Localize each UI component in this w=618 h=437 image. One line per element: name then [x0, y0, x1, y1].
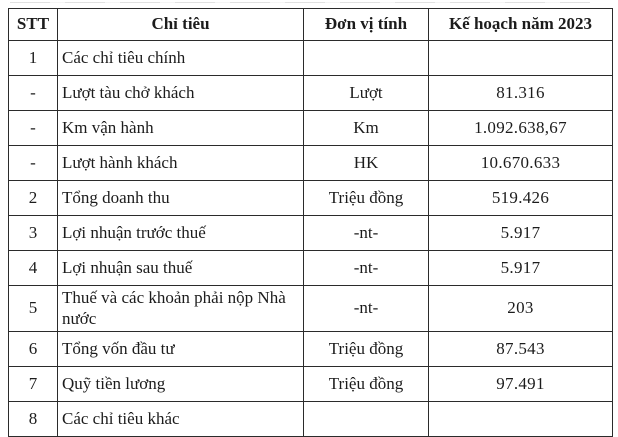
- cell-value: 5.917: [429, 251, 613, 286]
- header-cell-stt: STT: [9, 9, 58, 41]
- cell-name: Lợi nhuận trước thuế: [58, 216, 304, 251]
- cell-value: 81.316: [429, 76, 613, 111]
- cell-unit: [304, 41, 429, 76]
- cell-unit: HK: [304, 146, 429, 181]
- table-row: [9, 146, 613, 181]
- table-row: [9, 111, 613, 146]
- cell-name: Quỹ tiền lương: [58, 367, 304, 402]
- cell-name: Các chỉ tiêu chính: [58, 41, 304, 76]
- cell-stt: -: [9, 111, 58, 146]
- cell-value: 10.670.633: [429, 146, 613, 181]
- cell-value: 97.491: [429, 367, 613, 402]
- cell-value: 5.917: [429, 216, 613, 251]
- cell-name: Lợi nhuận sau thuế: [58, 251, 304, 286]
- header-cell-name: Chỉ tiêu: [58, 9, 304, 41]
- table-row: [9, 41, 613, 76]
- cell-stt: 2: [9, 181, 58, 216]
- cell-name: Tổng doanh thu: [58, 181, 304, 216]
- table-row: [9, 367, 613, 402]
- cell-name: Lượt tàu chở khách: [58, 76, 304, 111]
- cell-unit: Triệu đồng: [304, 181, 429, 216]
- cell-value: 519.426: [429, 181, 613, 216]
- table-row: [9, 286, 613, 332]
- table-row: [9, 216, 613, 251]
- plan-2023-table: [8, 8, 613, 437]
- header-cell-value: Kế hoạch năm 2023: [429, 9, 613, 41]
- cell-stt: -: [9, 76, 58, 111]
- cell-value: [429, 402, 613, 437]
- cell-value: 87.543: [429, 332, 613, 367]
- table-row: [9, 251, 613, 286]
- cell-stt: 8: [9, 402, 58, 437]
- cell-unit: Km: [304, 111, 429, 146]
- cell-value: 203: [429, 286, 613, 332]
- table-row: [9, 332, 613, 367]
- cell-name: Tổng vốn đầu tư: [58, 332, 304, 367]
- table-header-row: [9, 9, 613, 41]
- cell-stt: 6: [9, 332, 58, 367]
- cell-name: Lượt hành khách: [58, 146, 304, 181]
- table-row: [9, 181, 613, 216]
- cell-unit: -nt-: [304, 216, 429, 251]
- cell-name: Các chỉ tiêu khác: [58, 402, 304, 437]
- cell-stt: 4: [9, 251, 58, 286]
- cell-stt: -: [9, 146, 58, 181]
- cell-value: [429, 41, 613, 76]
- cell-stt: 7: [9, 367, 58, 402]
- cell-unit: Lượt: [304, 76, 429, 111]
- cell-unit: Triệu đồng: [304, 332, 429, 367]
- cell-stt: 1: [9, 41, 58, 76]
- cell-unit: Triệu đồng: [304, 367, 429, 402]
- cell-name: Thuế và các khoản phải nộp Nhà nước: [58, 286, 304, 332]
- cell-unit: [304, 402, 429, 437]
- header-cell-unit: Đơn vị tính: [304, 9, 429, 41]
- table-row: [9, 402, 613, 437]
- cell-unit: -nt-: [304, 251, 429, 286]
- cell-stt: 3: [9, 216, 58, 251]
- scan-artifact-line: [10, 2, 590, 3]
- cell-stt: 5: [9, 286, 58, 332]
- table-row: [9, 76, 613, 111]
- cell-value: 1.092.638,67: [429, 111, 613, 146]
- cell-name: Km vận hành: [58, 111, 304, 146]
- cell-unit: -nt-: [304, 286, 429, 332]
